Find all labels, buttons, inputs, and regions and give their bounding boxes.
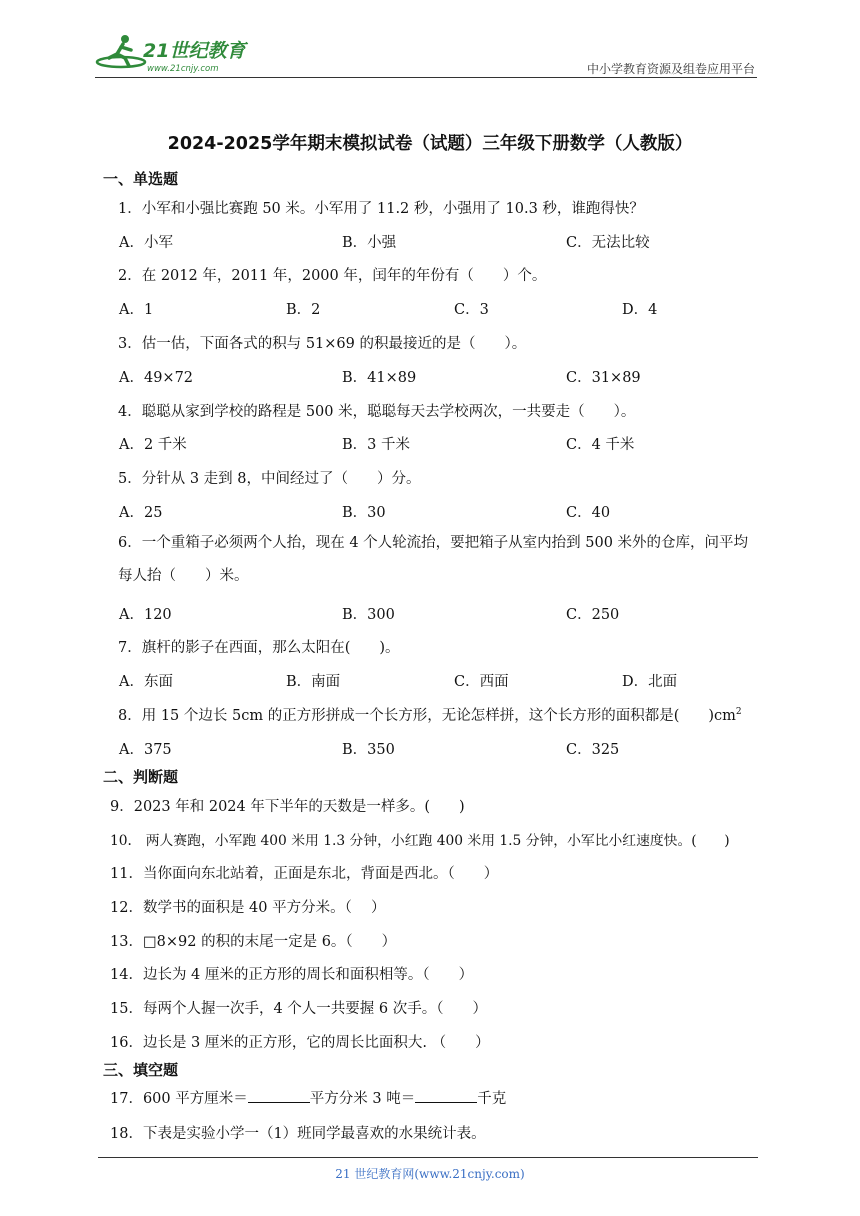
question-15: 15．每两个人握一次手，4 个人一共要握 6 次手。（ ） — [110, 1001, 487, 1017]
question-16: 16．边长是 3 厘米的正方形，它的周长比面积大. （ ） — [110, 1035, 490, 1051]
q3-option-b: B．41×89 — [342, 370, 417, 386]
question-6: 6．一个重箱子必须两个人抬，现在 4 个人轮流抬，要把箱子从室内抬到 500 米外的仓库，问平均每人抬（ ）米。 — [118, 535, 749, 584]
header-platform-text: 中小学教育资源及组卷应用平台 — [586, 62, 755, 76]
q1-option-c: C．无法比较 — [566, 235, 650, 251]
question-9: 9．2023 年和 2024 年下半年的天数是一样多。( ) — [110, 799, 465, 815]
q7-option-d: D．北面 — [622, 674, 678, 690]
q17-part-b: 平方分米 3 吨＝ — [309, 1091, 416, 1107]
question-8-text: 8．用 15 个边长 5cm 的正方形拼成一个长方形，无论怎样拼，这个长方形的面积都是( )cm — [118, 708, 736, 724]
q17-part-a: 17．600 平方厘米＝ — [110, 1091, 248, 1107]
q7-option-c: C．西面 — [454, 674, 509, 690]
question-10: 10． 两人赛跑，小军跑 400 米用 1.3 分钟，小红跑 400 米用 1.5 分钟，小军比小红速度快。( ) — [110, 833, 730, 849]
q3-option-c: C．31×89 — [566, 370, 641, 386]
q17-blank-2[interactable] — [415, 1088, 477, 1103]
question-7: 7．旗杆的影子在西面，那么太阳在( )。 — [118, 640, 400, 656]
question-11: 11．当你面向东北站着，正面是东北，背面是西北。（ ） — [110, 866, 499, 882]
question-13: 13．□8×92 的积的末尾一定是 6。（ ） — [110, 934, 397, 950]
question-14: 14．边长为 4 厘米的正方形的周长和面积相等。（ ） — [110, 967, 474, 983]
logo-url: www.21cnjy.com — [147, 64, 219, 74]
question-3: 3．估一估，下面各式的积与 51×69 的积最接近的是（ ）。 — [118, 336, 527, 352]
q6-option-a: A．120 — [119, 607, 172, 623]
section-heading-fill-in: 三、填空题 — [103, 1061, 179, 1079]
q17-blank-1[interactable] — [248, 1088, 310, 1103]
q4-option-a: A．2 千米 — [119, 437, 187, 453]
footer-divider — [98, 1157, 758, 1158]
logo-text: 21世纪教育 — [143, 40, 246, 62]
footer-text: 21 世纪教育网(www.21cnjy.com) — [335, 1167, 525, 1181]
page-header — [95, 32, 757, 78]
q8-option-a: A．375 — [119, 742, 172, 758]
q5-option-c: C．40 — [566, 505, 611, 521]
question-18: 18．下表是实验小学一（1）班同学最喜欢的水果统计表。 — [110, 1126, 486, 1142]
question-12: 12．数学书的面积是 40 平方分米。（ ） — [110, 900, 386, 916]
question-5: 5．分针从 3 走到 8，中间经过了（ ）分。 — [118, 471, 421, 487]
q7-option-b: B．南面 — [286, 674, 341, 690]
q3-option-a: A．49×72 — [119, 370, 194, 386]
section-heading-judgement: 二、判断题 — [103, 768, 179, 786]
page-title: 2024-2025学年期末模拟试卷（试题）三年级下册数学（人教版） — [167, 134, 693, 154]
question-8 — [118, 704, 742, 725]
q8-option-b: B．350 — [342, 742, 395, 758]
q6-option-b: B．300 — [342, 607, 395, 623]
question-8-superscript: 2 — [735, 707, 742, 718]
q17-part-c: 千克 — [477, 1091, 507, 1107]
q4-option-b: B．3 千米 — [342, 437, 410, 453]
q6-option-c: C．250 — [566, 607, 620, 623]
question-17 — [110, 1087, 506, 1108]
question-2: 2．在 2012 年，2011 年，2000 年，闰年的年份有（ ）个。 — [118, 268, 547, 284]
question-1: 1．小军和小强比赛跑 50 米。小军用了 11.2 秒，小强用了 10.3 秒，谁跑得快？ — [118, 201, 644, 217]
q1-option-a: A．小军 — [119, 235, 173, 251]
header-divider — [95, 77, 757, 78]
q1-option-b: B．小强 — [342, 235, 397, 251]
q2-option-b: B．2 — [286, 302, 321, 318]
q2-option-c: C．3 — [454, 302, 489, 318]
section-heading-single-choice: 一、单选题 — [103, 170, 179, 188]
question-4: 4．聪聪从家到学校的路程是 500 米，聪聪每天去学校两次，一共要走（ ）。 — [118, 404, 636, 420]
q5-option-a: A．25 — [119, 505, 163, 521]
q8-option-c: C．325 — [566, 742, 620, 758]
q5-option-b: B．30 — [342, 505, 386, 521]
q2-option-a: A．1 — [119, 302, 154, 318]
q2-option-d: D．4 — [622, 302, 658, 318]
logo — [95, 32, 265, 76]
q4-option-c: C．4 千米 — [566, 437, 635, 453]
q7-option-a: A．东面 — [119, 674, 173, 690]
